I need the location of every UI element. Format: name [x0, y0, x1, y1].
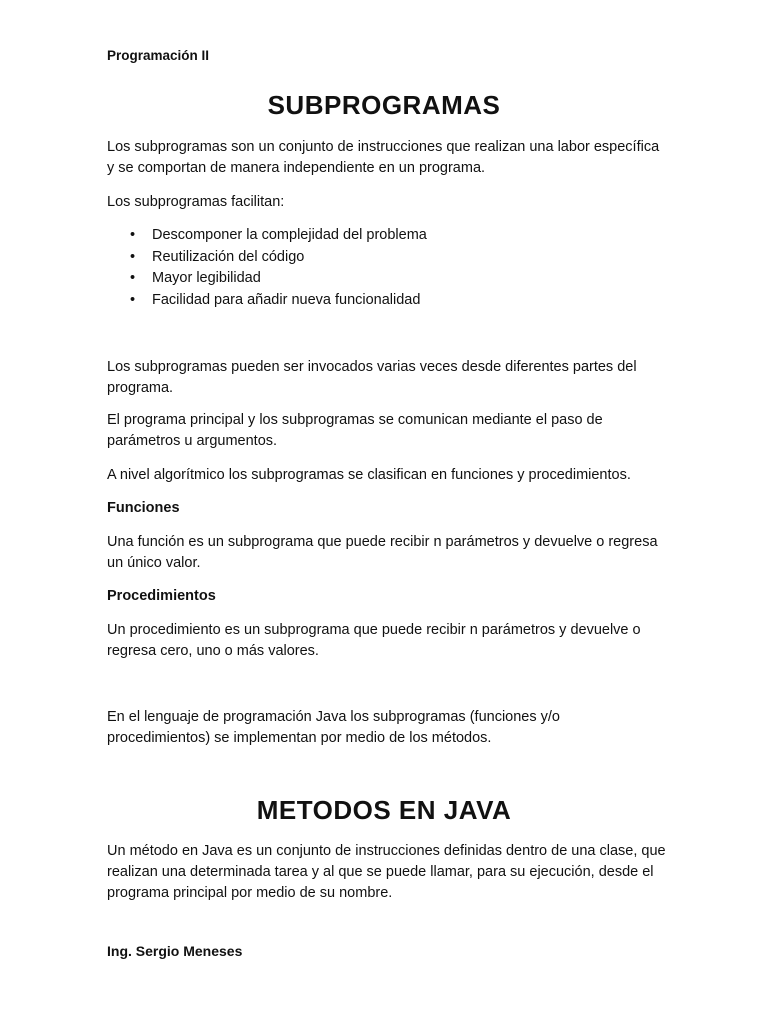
list-item: • Facilidad para añadir nueva funcionalidad [107, 290, 667, 312]
section-title-metodos: METODOS EN JAVA [256, 795, 512, 825]
paragraph-invocation: Los subprogramas pueden ser invocados varias veces desde diferentes partes del programa. [107, 359, 637, 396]
paragraph-funciones: Una función es un subprograma que puede recibir n parámetros y devuelve o regresa un único valor. [107, 534, 658, 571]
list-item: • Mayor legibilidad [107, 268, 667, 290]
heading-funciones: Funciones [107, 500, 180, 516]
bullet-icon: • [130, 270, 136, 286]
paragraph-classification: A nivel algorítmico los subprogramas se clasifican en funciones y procedimientos. [107, 467, 631, 483]
bullet-icon: • [130, 227, 136, 243]
author-footer: Ing. Sergio Meneses [107, 943, 243, 959]
heading-procedimientos: Procedimientos [107, 588, 216, 604]
paragraph-java-methods: En el lenguaje de programación Java los subprogramas (funciones y/o procedimientos) se implementan por medio de los métodos. [107, 709, 560, 746]
paragraph-facilitan: Los subprogramas facilitan: [107, 194, 285, 210]
benefits-list [107, 225, 667, 311]
list-item: • Descomponer la complejidad del problema [107, 225, 667, 247]
course-header: Programación II [107, 48, 210, 63]
paragraph-metodo-definition: Un método en Java es un conjunto de instrucciones definidas dentro de una clase, que realizan una determinada tarea y al que se puede llamar, para su ejecución, desde el programa principal por medio de su nombre. [107, 843, 666, 901]
paragraph-communication: El programa principal y los subprogramas se comunican mediante el paso de parámetros u argumentos. [107, 412, 603, 449]
paragraph-definition: Los subprogramas son un conjunto de instrucciones que realizan una labor específica y se comportan de manera independiente en un programa. [107, 139, 660, 176]
section-title-subprogramas: SUBPROGRAMAS [267, 90, 501, 120]
list-item: • Reutilización del código [107, 247, 667, 269]
paragraph-procedimientos: Un procedimiento es un subprograma que puede recibir n parámetros y devuelve o regresa cero, uno o más valores. [107, 622, 641, 659]
bullet-icon: • [130, 291, 136, 308]
bullet-icon: • [130, 248, 136, 265]
